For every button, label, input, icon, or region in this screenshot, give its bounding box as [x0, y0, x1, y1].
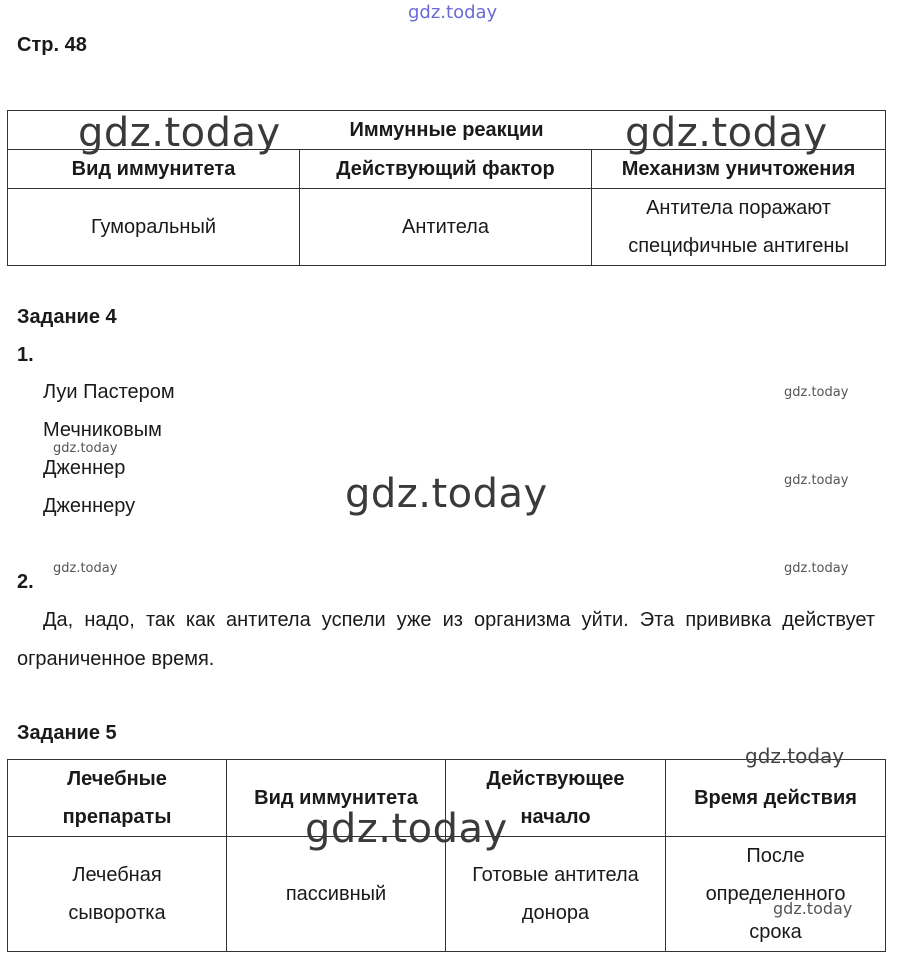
- task4-heading: Задание 4: [17, 306, 117, 328]
- task4-item-4: Дженнеру: [43, 495, 136, 517]
- immune-reactions-table: [7, 110, 886, 266]
- watermark: gdz.today: [408, 2, 498, 23]
- table1-cell-mechanism: Антитела поражают специфичные антигены: [592, 189, 886, 266]
- table2-header-agent: Действующее начало: [446, 760, 666, 837]
- watermark: gdz.today: [345, 471, 548, 517]
- task4-part2-label: 2.: [17, 571, 34, 593]
- treatment-table: [7, 759, 886, 952]
- page-label: Стр. 48: [17, 34, 87, 56]
- table1-header-factor: Действующий фактор: [300, 150, 592, 189]
- table2-header-drugs: Лечебные препараты: [8, 760, 227, 837]
- watermark: gdz.today: [784, 473, 849, 488]
- task4-item-2: Мечниковым: [43, 419, 162, 441]
- table2-cell-drugs: Лечебная сыворотка: [8, 837, 227, 952]
- watermark: gdz.today: [625, 110, 828, 156]
- table2-cell-agent: Готовые антитела донора: [446, 837, 666, 952]
- watermark: gdz.today: [53, 441, 118, 456]
- watermark: gdz.today: [784, 385, 849, 400]
- watermark: gdz.today: [773, 899, 853, 918]
- watermark: gdz.today: [305, 806, 508, 852]
- table1-cell-factor: Антитела: [300, 189, 592, 266]
- watermark: gdz.today: [53, 561, 118, 576]
- watermark: gdz.today: [78, 110, 281, 156]
- task4-part2-text: Да, надо, так как антитела успели уже из организма уйти. Эта прививка действует ограниченное время.: [17, 609, 875, 670]
- task4-item-3: Дженнер: [43, 457, 126, 479]
- task4-part1-label: 1.: [17, 344, 34, 366]
- task4-item-1: Луи Пастером: [43, 381, 175, 403]
- table1-title: Иммунные реакции: [8, 111, 886, 150]
- task5-heading: Задание 5: [17, 722, 117, 744]
- table1-header-type: Вид иммунитета: [8, 150, 300, 189]
- table1-header-mechanism: Механизм уничтожения: [592, 150, 886, 189]
- table2-cell-type: пассивный: [227, 837, 446, 952]
- watermark: gdz.today: [784, 561, 849, 576]
- table1-cell-type: Гуморальный: [8, 189, 300, 266]
- watermark: gdz.today: [745, 744, 845, 768]
- table2-header-time: Время действия: [666, 760, 886, 837]
- table2-cell-time: После определенного срока: [666, 837, 886, 952]
- table2-header-type: Вид иммунитета: [227, 760, 446, 837]
